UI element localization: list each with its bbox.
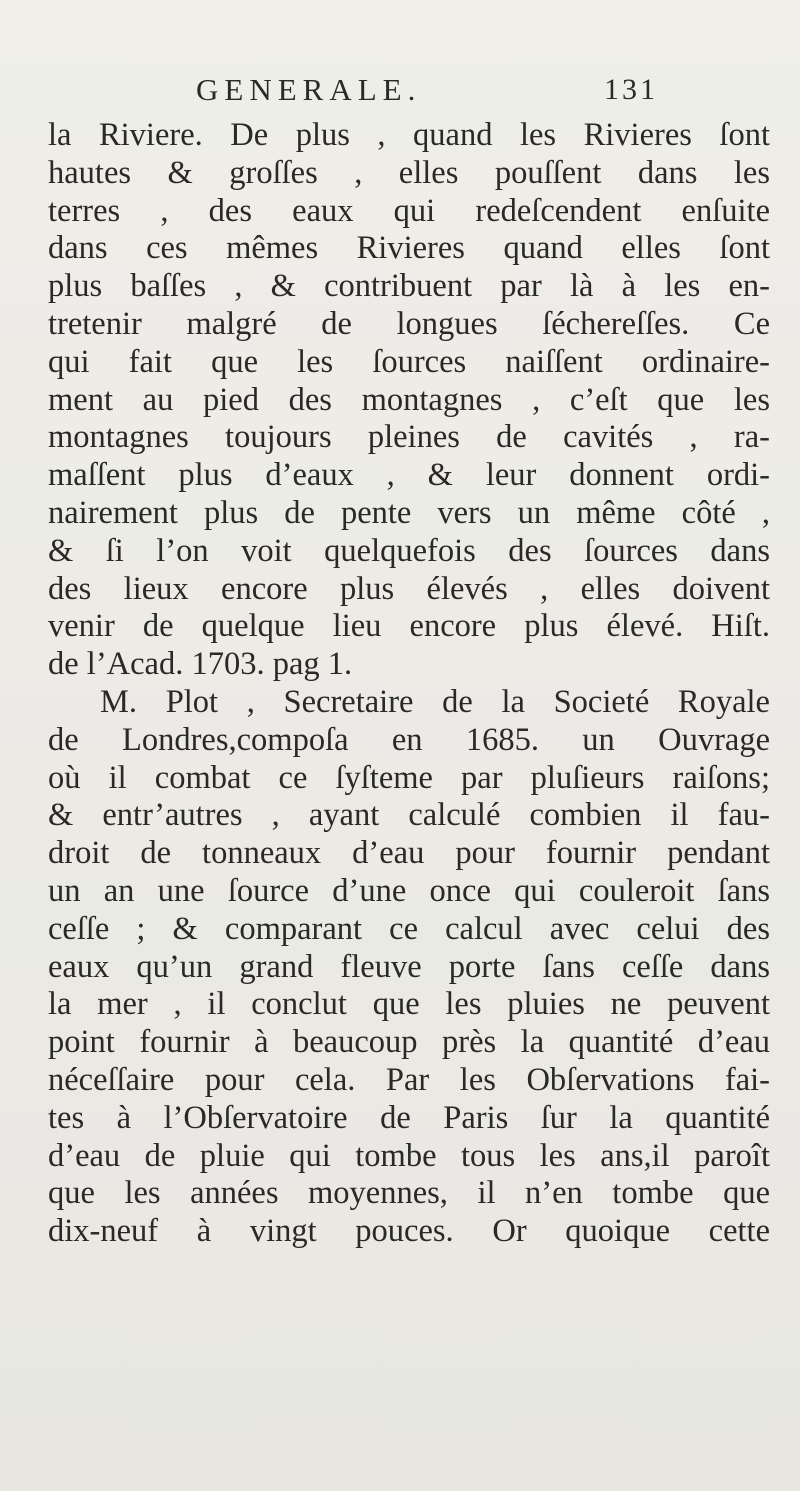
text-line: tes à l’Obſervatoire de Paris ſur la quantité bbox=[48, 1099, 770, 1136]
text-line: un an une ſource d’une once qui couleroit ſans bbox=[48, 872, 770, 909]
text-line: des lieux encore plus élevés , elles doivent bbox=[48, 570, 770, 607]
page-header bbox=[196, 70, 658, 110]
text-line: la Riviere. De plus , quand les Rivieres ſont bbox=[48, 117, 770, 153]
text-line: terres , des eaux qui redeſcendent enſuite bbox=[48, 192, 770, 229]
text-line: dix-neuf à vingt pouces. Or quoique cette bbox=[48, 1213, 770, 1250]
text-line: d’eau de pluie qui tombe tous les ans,il paroît bbox=[48, 1137, 770, 1174]
text-line: nairement plus de pente vers un même côté , bbox=[48, 494, 770, 531]
citation-line: de l’Acad. 1703. pag 1. bbox=[48, 646, 353, 683]
text-line: point fournir à beaucoup près la quantité d’eau bbox=[48, 1024, 770, 1061]
text-line: ceſſe ; & comparant ce calcul avec celui des bbox=[48, 910, 770, 947]
text-line: que les années moyennes, il n’en tombe que bbox=[48, 1175, 770, 1212]
paragraph-start-line: M. Plot , Secretaire de la Societé Royale bbox=[100, 683, 770, 720]
text-line: eaux qu’un grand fleuve porte ſans ceſſe dans bbox=[48, 948, 770, 985]
text-line: & ſi l’on voit quelquefois des ſources dans bbox=[48, 532, 770, 569]
text-line: où il combat ce ſyſteme par pluſieurs raiſons; bbox=[48, 759, 770, 796]
text-line: tretenir malgré de longues ſéchereſſes. Ce bbox=[48, 305, 770, 342]
text-line: droit de tonneaux d’eau pour fournir pendant bbox=[48, 835, 770, 872]
text-line: hautes & groſſes , elles pouſſent dans les bbox=[48, 154, 770, 191]
body-text bbox=[48, 117, 770, 1251]
text-line: plus baſſes , & contribuent par là à les en- bbox=[48, 268, 770, 305]
text-line: néceſſaire pour cela. Par les Obſervations fai- bbox=[48, 1061, 770, 1098]
text-line: venir de quelque lieu encore plus élevé. Hiſt. bbox=[48, 608, 770, 645]
text-line: maſſent plus d’eaux , & leur donnent ordi- bbox=[48, 457, 770, 494]
running-head: GENERALE. bbox=[196, 72, 422, 107]
page-number: 131 bbox=[604, 73, 658, 106]
text-line: qui fait que les ſources naiſſent ordinaire- bbox=[48, 343, 770, 380]
text-line: la mer , il conclut que les pluies ne peuvent bbox=[48, 986, 770, 1023]
text-line: montagnes toujours pleines de cavités , ra- bbox=[48, 419, 770, 456]
text-line: & entr’autres , ayant calculé combien il fau- bbox=[48, 797, 770, 834]
text-line: de Londres,compoſa en 1685. un Ouvrage bbox=[48, 721, 770, 758]
text-line: ment au pied des montagnes , c’eſt que les bbox=[48, 381, 770, 418]
text-line: dans ces mêmes Rivieres quand elles ſont bbox=[48, 230, 770, 267]
